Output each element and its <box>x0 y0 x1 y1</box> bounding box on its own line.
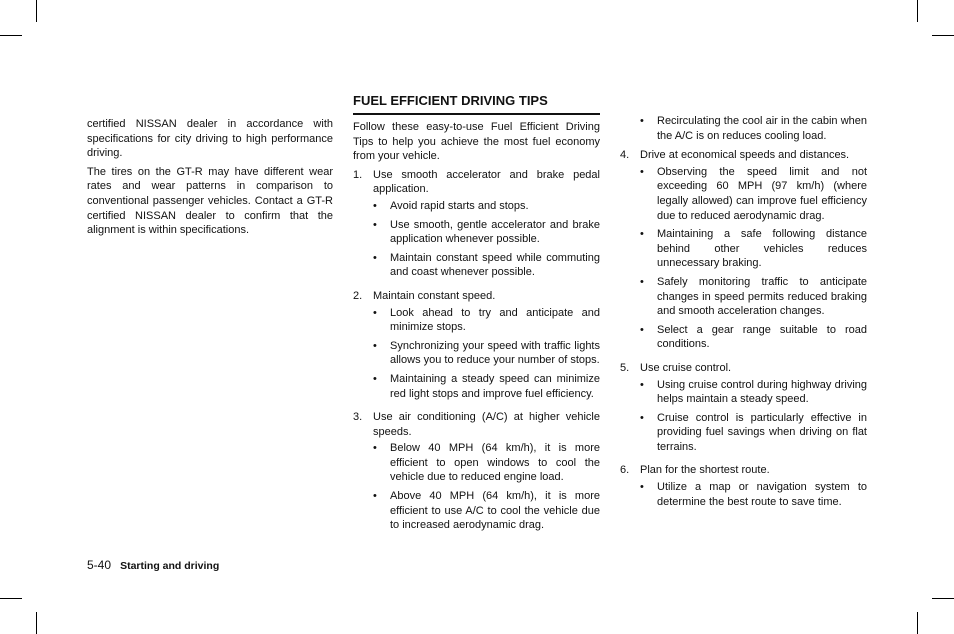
numbered-item <box>620 361 867 376</box>
bullet-icon: • <box>640 165 644 178</box>
item-number: 3. <box>353 411 363 424</box>
bullet-text: Using cruise control during highway driving helps maintain a steady speed. <box>657 378 867 406</box>
numbered-item <box>353 168 600 197</box>
bullet-item <box>620 114 867 143</box>
footer-section-name: Starting and driving <box>120 560 220 572</box>
bullet-item <box>353 306 600 335</box>
bullet-text: Use smooth, gentle accelerator and brake application whenever possible. <box>390 218 600 246</box>
bullet-text: Maintaining a safe following distance behind other vehicles reduces unnecessary braking. <box>657 228 867 270</box>
bullet-item <box>353 251 600 280</box>
crop-mark <box>0 598 22 599</box>
bullet-icon: • <box>373 251 377 264</box>
bullet-icon: • <box>373 442 377 455</box>
bullet-text: Below 40 MPH (64 km/h), it is more efficient to open windows to cool the vehicle due to reduced engine load. <box>390 442 600 484</box>
bullet-text: Above 40 MPH (64 km/h), it is more efficient to use A/C to cool the vehicle due to increased aerodynamic drag. <box>390 490 600 532</box>
item-text: Maintain constant speed. <box>373 289 496 302</box>
left-column <box>87 117 333 242</box>
bullet-item <box>620 411 867 455</box>
bullet-item <box>353 489 600 533</box>
bullet-text: Maintain constant speed while commuting and coast whenever possible. <box>390 251 600 279</box>
bullet-item <box>353 199 600 214</box>
bullet-text: Maintaining a steady speed can minimize red light stops and improve fuel efficiency. <box>390 372 600 400</box>
bullet-icon: • <box>373 199 377 212</box>
crop-mark <box>932 35 954 36</box>
item-number: 2. <box>353 289 363 302</box>
page-number: 5-40 <box>87 558 112 572</box>
item-number: 5. <box>620 361 630 374</box>
bullet-icon: • <box>373 339 377 352</box>
bullet-icon: • <box>640 323 644 336</box>
item-number: 4. <box>620 149 630 162</box>
item-text: Use cruise control. <box>640 361 732 374</box>
right-column <box>620 114 867 509</box>
crop-mark <box>36 0 37 22</box>
bullet-text: Select a gear range suitable to road conditions. <box>657 323 867 351</box>
crop-mark <box>917 0 918 22</box>
bullet-text: Avoid rapid starts and stops. <box>390 199 529 212</box>
bullet-text: Synchronizing your speed with traffic lights allows you to reduce your number of stops. <box>390 339 600 367</box>
item-text: Use air conditioning (A/C) at higher vehicle speeds. <box>373 411 600 438</box>
bullet-icon: • <box>373 218 377 231</box>
bullet-item <box>620 323 867 352</box>
bullet-icon: • <box>373 372 377 385</box>
tips-list <box>620 148 867 509</box>
bullet-icon: • <box>640 275 644 288</box>
bullet-item <box>353 372 600 401</box>
bullet-icon: • <box>640 411 644 424</box>
tips-list <box>353 168 600 533</box>
item-number: 6. <box>620 464 630 477</box>
crop-mark <box>932 598 954 599</box>
intro-paragraph: Follow these easy-to-use Fuel Efficient Driving Tips to help you achieve the most fuel economy from your vehicle. <box>353 121 600 163</box>
bullet-text: Look ahead to try and anticipate and minimize stops. <box>390 306 600 334</box>
numbered-item <box>353 410 600 439</box>
item-text: Use smooth accelerator and brake pedal application. <box>373 168 600 196</box>
bullet-item <box>620 378 867 407</box>
bullet-icon: • <box>640 115 644 127</box>
bullet-item <box>353 441 600 485</box>
bullet-icon: • <box>640 481 644 494</box>
bullet-icon: • <box>640 228 644 241</box>
bullet-text: Recirculating the cool air in the cabin when the A/C is on reduces cooling load. <box>657 115 867 142</box>
bullet-item <box>620 480 867 509</box>
bullet-item <box>353 339 600 368</box>
numbered-item <box>620 148 867 163</box>
bullet-icon: • <box>640 378 644 391</box>
bullet-item <box>620 227 867 271</box>
bullet-text: Utilize a map or navigation system to determine the best route to save time. <box>657 481 867 508</box>
page-footer <box>87 558 219 574</box>
bullet-icon: • <box>373 306 377 319</box>
item-text: Plan for the shortest route. <box>640 464 770 477</box>
bullet-icon: • <box>373 490 377 503</box>
bullet-text: Observing the speed limit and not exceeding 60 MPH (97 km/h) (where legally allowed) can improve fuel efficiency due to reduced aerodynamic drag. <box>657 165 867 222</box>
bullet-item <box>620 165 867 223</box>
middle-column <box>353 120 600 533</box>
numbered-item <box>620 463 867 478</box>
bullet-text: Cruise control is particularly effective in providing fuel savings when driving on flat terrains. <box>657 411 867 453</box>
section-title: FUEL EFFICIENT DRIVING TIPS <box>353 93 600 115</box>
item-number: 1. <box>353 168 363 181</box>
paragraph: certified NISSAN dealer in accordance with specifications for city driving to high performance driving. <box>87 118 333 160</box>
crop-mark <box>917 612 918 634</box>
crop-mark <box>0 35 22 36</box>
numbered-item <box>353 289 600 304</box>
item-text: Drive at economical speeds and distances. <box>640 149 850 162</box>
paragraph: The tires on the GT-R may have different wear rates and wear patterns in comparison to conventional passenger vehicles. Contact a GT-R certified NISSAN dealer to confirm that the alignment is within specifications. <box>87 165 333 237</box>
bullet-item <box>353 218 600 247</box>
bullet-item <box>620 275 867 319</box>
bullet-text: Safely monitoring traffic to anticipate changes in speed permits reduced braking and smooth acceleration changes. <box>657 275 867 318</box>
crop-mark <box>36 612 37 634</box>
